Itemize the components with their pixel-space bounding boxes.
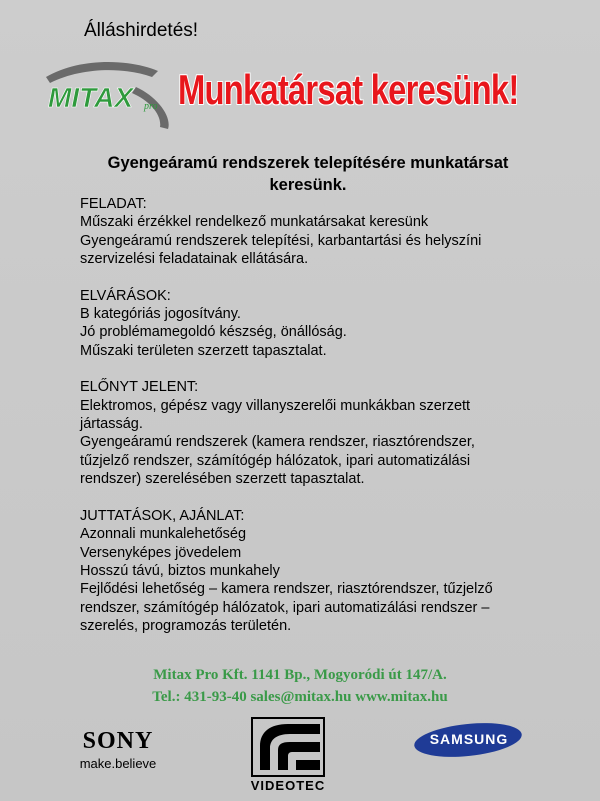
kicker-text: Álláshirdetés! [84,20,199,41]
section-line: Műszaki érzékkel rendelkező munkatársakat keresünk [80,214,429,231]
videotec-mark-icon [248,716,328,778]
intro-line: Gyengeáramú rendszerek telepítésére munkatársat [107,154,509,172]
sony-brand: SONY [82,728,154,754]
section-line: B kategóriás jogosítvány. [80,306,241,323]
section-line: rendszer) szerelésében szerzett tapasztalat. [80,471,365,488]
section-line: Fejlődési lehetőség – kamera rendszer, riasztórendszer, tűzjelző [80,581,493,598]
samsung-brand: SAMSUNG [429,731,509,747]
ad-content [80,195,540,654]
section-line: szerelés, programozás területén. [80,618,292,635]
samsung-logo [414,718,524,760]
section-heading: ELŐNYT JELENT: [80,379,199,396]
section-elvarasok [80,287,540,361]
intro [78,152,538,196]
section-heading: JUTTATÁSOK, AJÁNLAT: [80,507,245,524]
section-line: Jó problémamegoldó készség, önállóság. [80,324,347,341]
section-line: Azonnali munkalehetőség [80,526,247,543]
section-line: Gyengeáramú rendszerek telepítési, karbantartási és helyszíni [80,232,482,249]
section-juttatasok [80,507,540,636]
headline: Munkatársat keresünk! [178,66,519,113]
section-line: Versenyképes jövedelem [80,544,242,561]
section-heading: FELADAT: [80,196,147,212]
section-line: Gyengeáramú rendszerek (kamera rendszer, riasztórendszer, [80,434,475,451]
intro-line: keresünk. [269,176,347,194]
videotec-logo [248,716,328,796]
videotec-text: VIDEOTEC [250,778,326,793]
section-line: Elektromos, gépész vagy villanyszerelői munkákban szerzett [80,397,471,414]
mitax-logo-text: MITAX [48,82,134,113]
section-elonyt-jelent [80,378,540,488]
company-contact [0,664,600,708]
section-line: Műszaki területen szerzett tapasztalat. [80,342,327,359]
company-address: Mitax Pro Kft. 1141 Bp., Mogyoródi út 147/A. [153,667,447,683]
sony-tagline: make.believe [79,756,157,771]
mitax-logo [40,57,180,132]
section-feladat [80,195,540,269]
section-line: Hosszú távú, biztos munkahely [80,562,280,579]
section-line: jártasság. [80,416,143,433]
section-heading: ELVÁRÁSOK: [80,287,171,304]
sony-logo [66,728,170,771]
company-phone-email-web: Tel.: 431-93-40 sales@mitax.hu www.mitax.hu [152,689,448,705]
section-line: rendszer, számítógép hálózatok, ipari automatizálási rendszer – [80,599,490,616]
section-line: szervizelési feladatainak ellátására. [80,251,309,268]
section-line: tűzjelző rendszer, számítógép hálózatok, ipari automatizálási [80,452,471,469]
mitax-logo-suffix: pro [144,101,158,112]
